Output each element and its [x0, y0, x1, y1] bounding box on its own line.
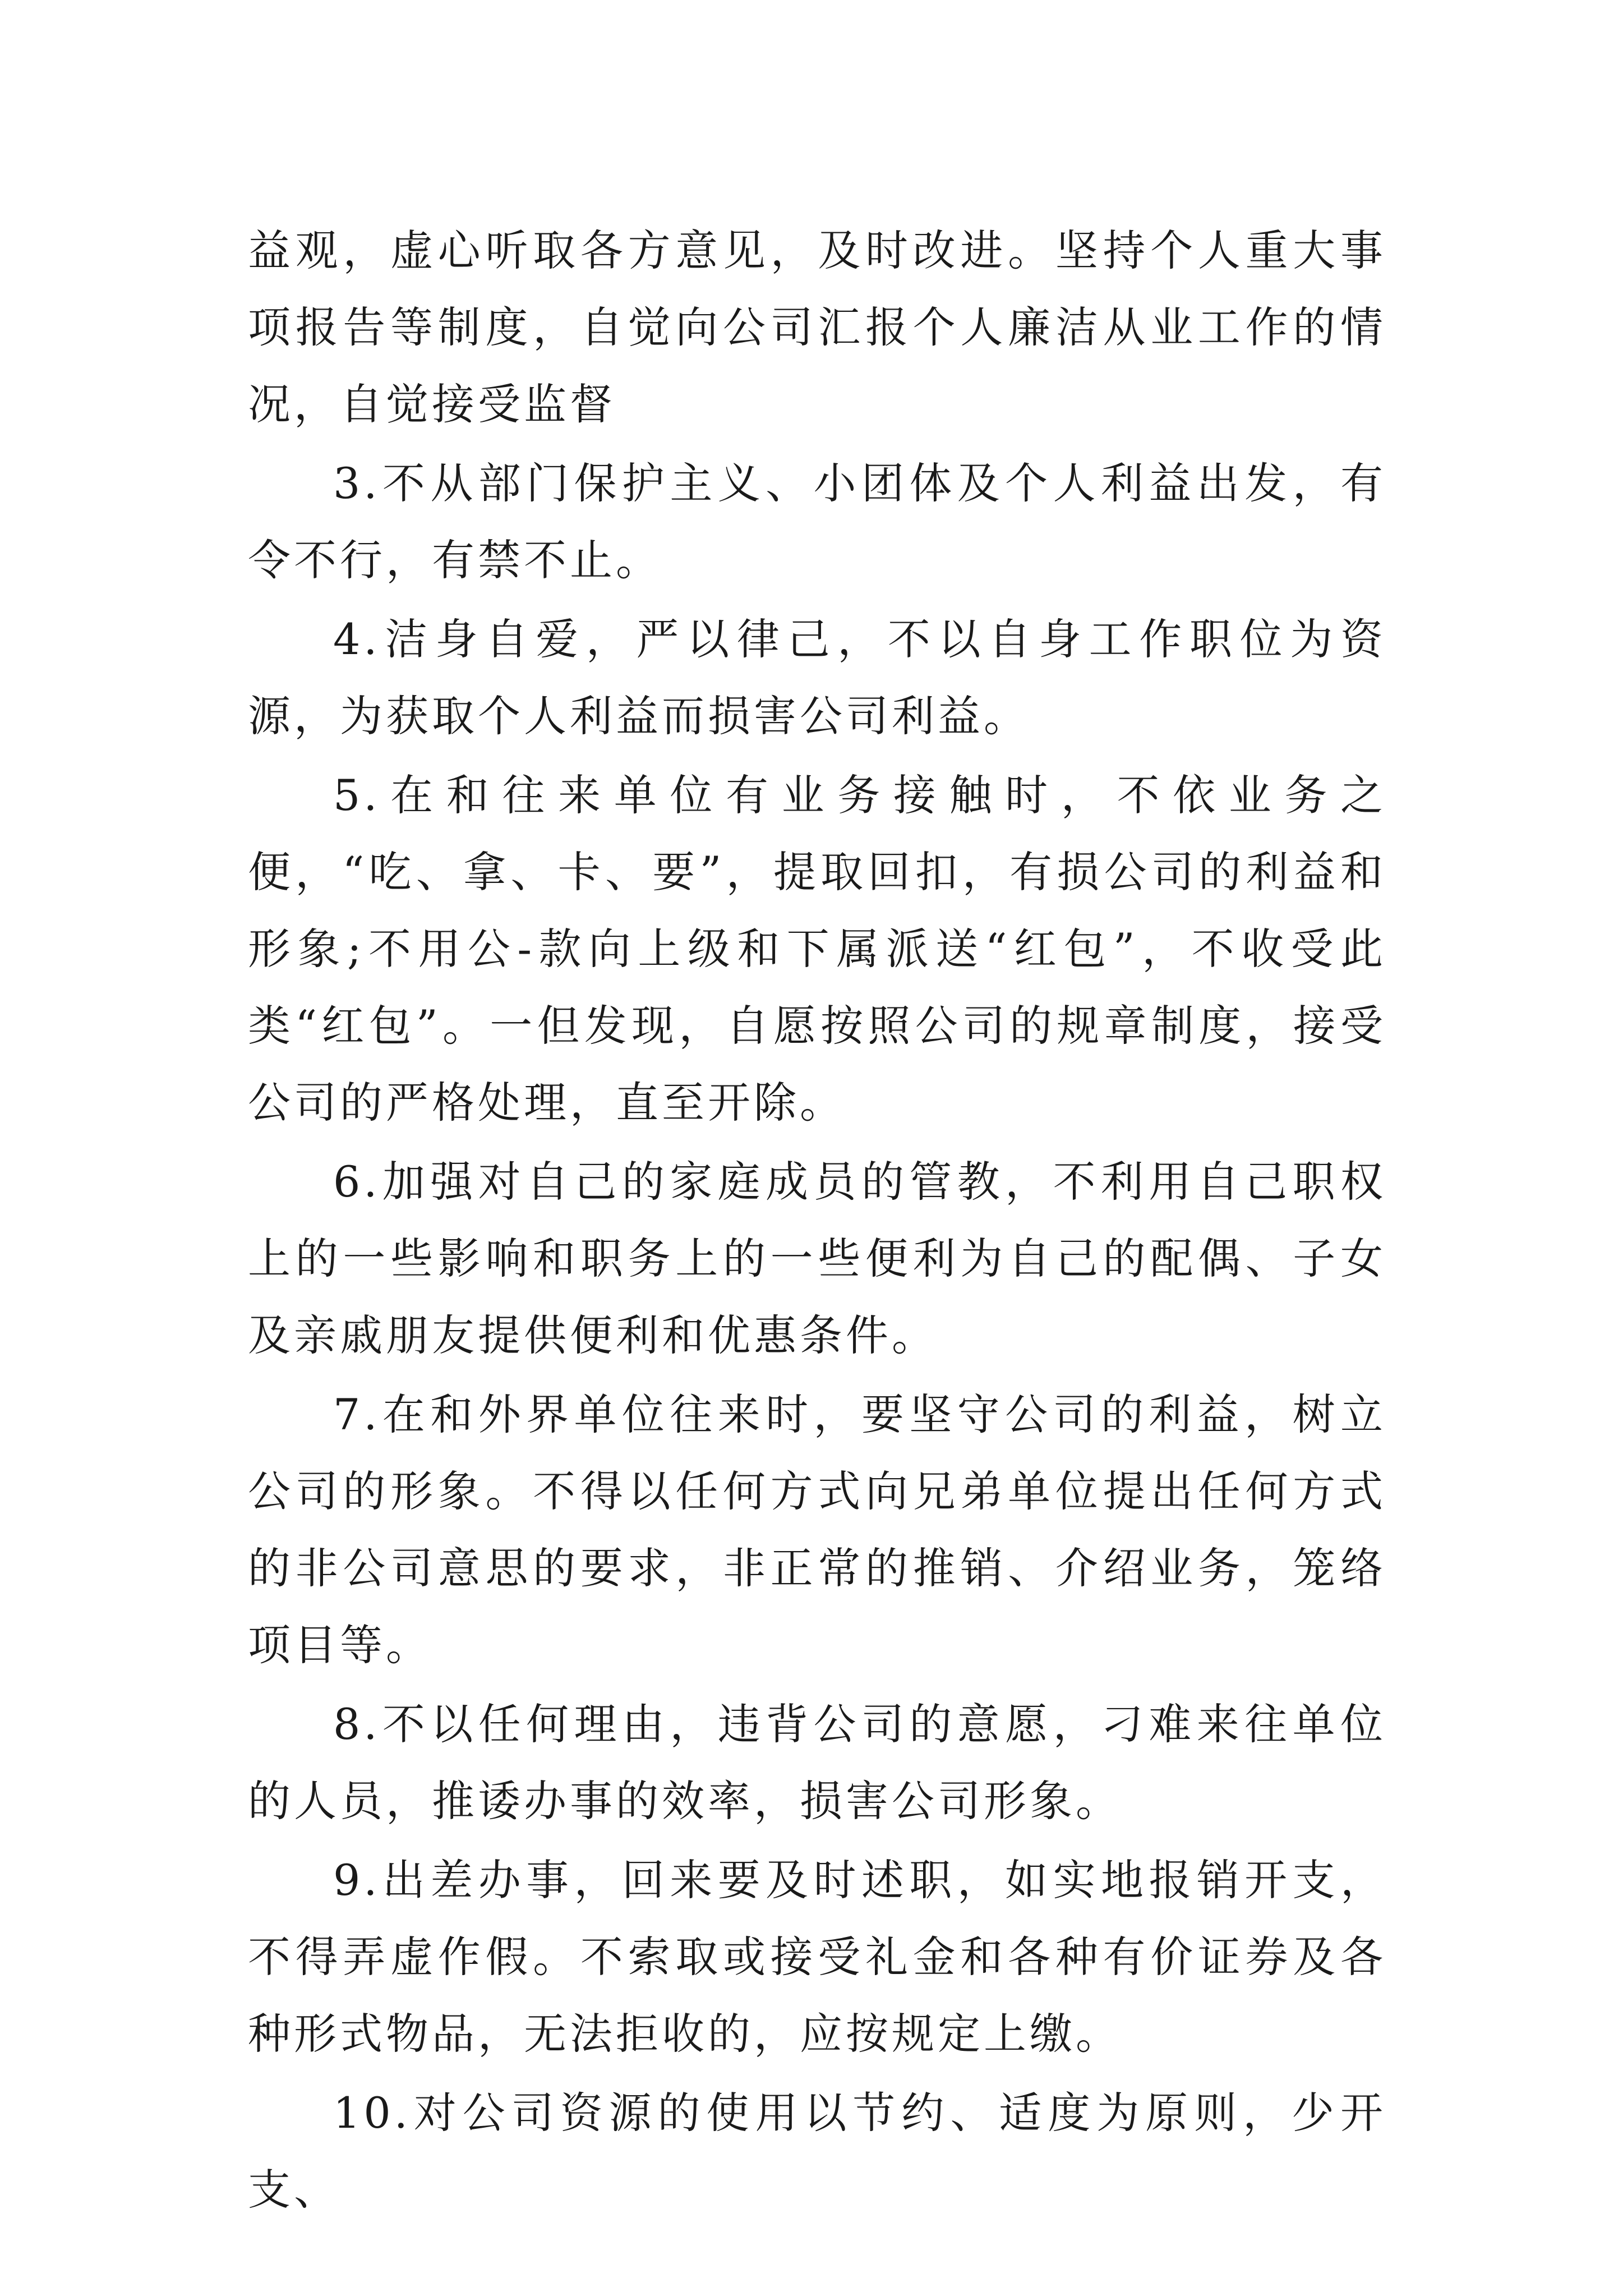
paragraph-item-3: 3.不从部门保护主义、小团体及个人利益出发，有令不行，有禁不止。 [248, 458, 1386, 585]
paragraph-item-9: 9.出差办事，回来要及时述职，如实地报销开支，不得弄虚作假。不索取或接受礼金和各种有价证券及各种形式物品，无法拒收的，应按规定上缴。 [248, 1855, 1386, 2059]
paragraph-item-4: 4.洁身自爱，严以律己，不以自身工作职位为资源，为获取个人利益而损害公司利益。 [248, 614, 1386, 741]
paragraph-item-5: 5.在和往来单位有业务接触时，不依业务之便，“吃、拿、卡、要”，提取回扣，有损公司的利益和形象;不用公-款向上级和下属派送“红包”，不收受此类“红包”。一但发现，自愿按照公司的规章制度，接受公司的严格处理，直至开除。 [248, 770, 1386, 1128]
paragraph-item-10: 10.对公司资源的使用以节约、适度为原则，少开支、 [248, 2088, 1386, 2215]
paragraph-continuation: 益观，虚心听取各方意见，及时改进。坚持个人重大事项报告等制度，自觉向公司汇报个人廉洁从业工作的情况，自觉接受监督 [248, 226, 1386, 429]
paragraph-item-6: 6.加强对自己的家庭成员的管教，不利用自己职权上的一些影响和职务上的一些便利为自己的配偶、子女及亲戚朋友提供便利和优惠条件。 [248, 1157, 1386, 1360]
paragraph-item-7: 7.在和外界单位往来时，要坚守公司的利益，树立公司的形象。不得以任何方式向兄弟单位提出任何方式的非公司意思的要求，非正常的推销、介绍业务，笼络项目等。 [248, 1389, 1386, 1670]
document-body [248, 212, 1386, 2230]
paragraph-item-8: 8.不以任何理由，违背公司的意愿，刁难来往单位的人员，推诿办事的效率，损害公司形象。 [248, 1699, 1386, 1826]
